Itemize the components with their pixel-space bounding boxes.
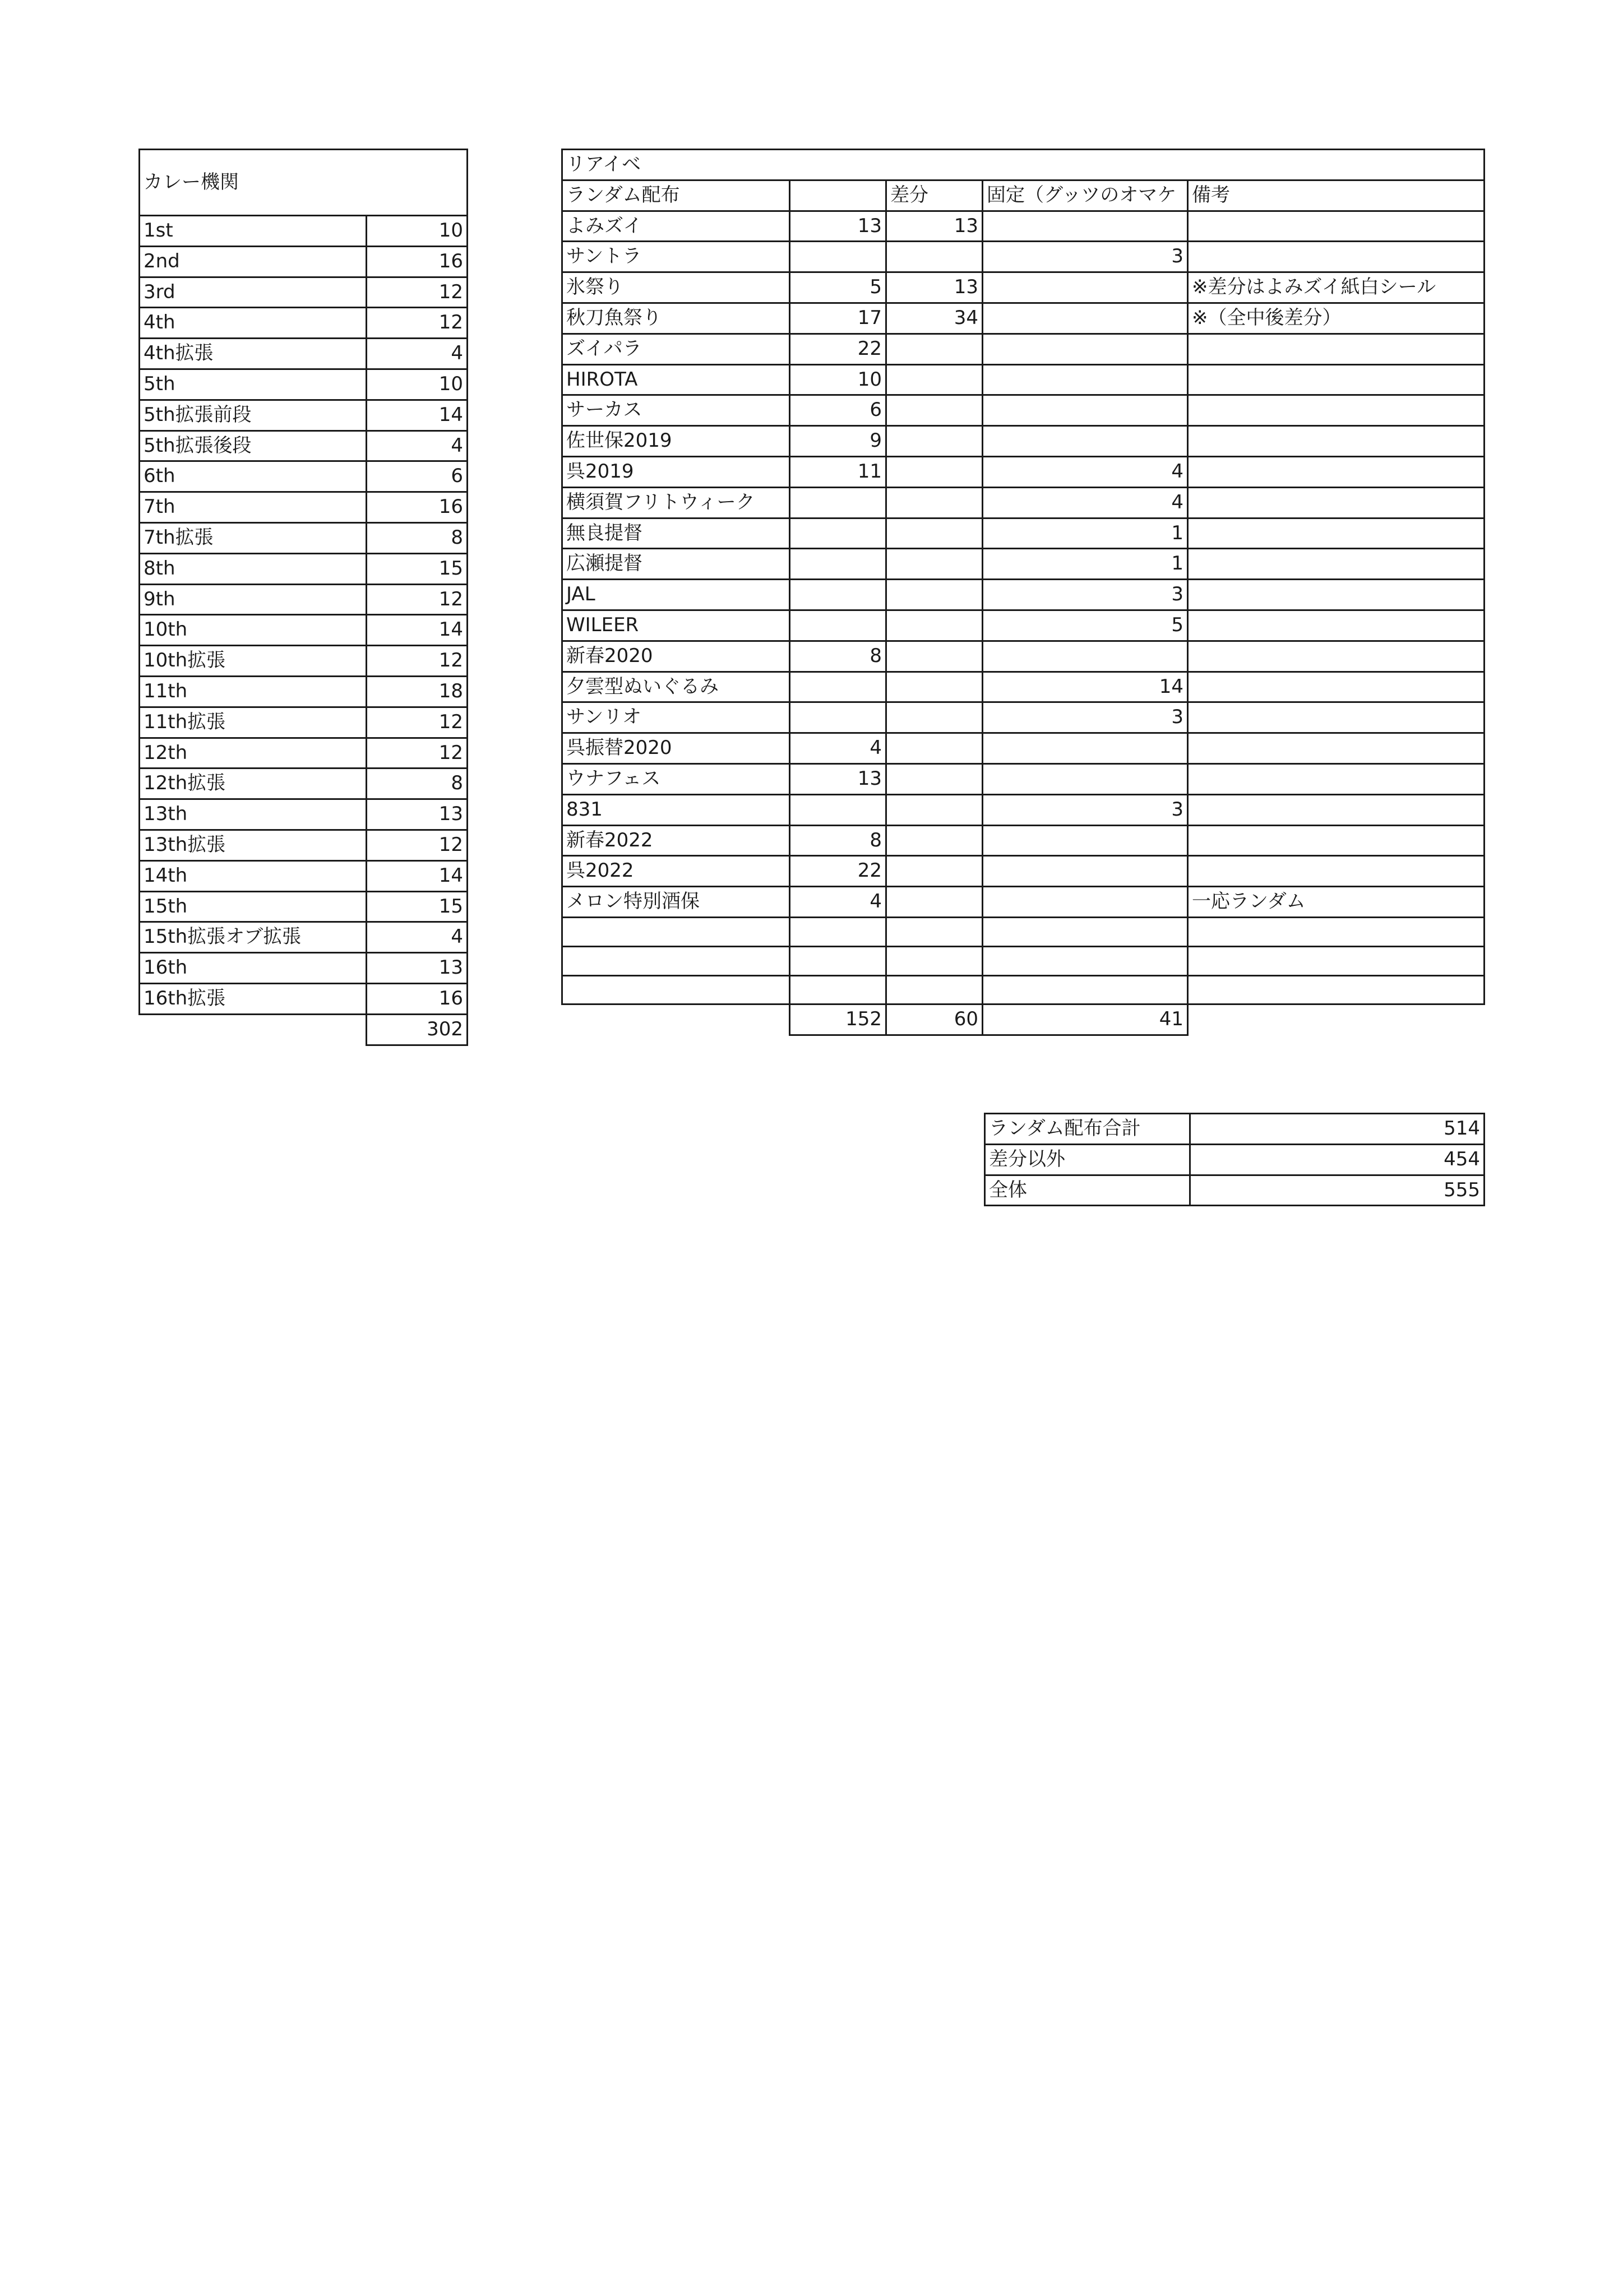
cell[interactable]: 12th拡張 — [140, 769, 367, 799]
cell[interactable]: 一応ランダム — [1188, 887, 1485, 918]
cell[interactable] — [562, 917, 790, 946]
header-cell[interactable]: 固定（グッツのオマケ — [983, 180, 1188, 211]
cell[interactable] — [886, 702, 983, 733]
cell[interactable] — [886, 887, 983, 918]
cell[interactable]: 2nd — [140, 246, 367, 277]
cell[interactable]: 8 — [790, 641, 886, 672]
cell[interactable] — [886, 395, 983, 426]
cell[interactable] — [790, 549, 886, 580]
table-row — [562, 672, 1485, 702]
right-table — [561, 149, 1485, 1036]
cell[interactable]: サンリオ — [562, 702, 790, 733]
cell[interactable] — [790, 946, 886, 975]
table-row — [562, 763, 1485, 794]
cell[interactable]: 5 — [983, 610, 1188, 641]
cell[interactable]: 横須賀フリトウィーク — [562, 487, 790, 518]
cell[interactable]: 16 — [367, 492, 468, 523]
table-row — [140, 430, 468, 461]
cell[interactable]: 3 — [983, 242, 1188, 272]
cell[interactable]: 10 — [790, 364, 886, 395]
header-cell[interactable]: 備考 — [1188, 180, 1485, 211]
cell[interactable]: 14th — [140, 860, 367, 891]
header-cell[interactable]: 差分 — [886, 180, 983, 211]
cell[interactable]: 呉2022 — [562, 856, 790, 887]
cell[interactable]: 3 — [983, 702, 1188, 733]
cell[interactable]: 10 — [367, 216, 468, 247]
cell[interactable] — [886, 825, 983, 856]
cell[interactable]: ランダム配布合計 — [985, 1114, 1190, 1145]
cell[interactable]: 22 — [790, 334, 886, 364]
cell[interactable] — [983, 395, 1188, 426]
table-row — [562, 334, 1485, 364]
cell[interactable] — [1188, 242, 1485, 272]
cell[interactable]: 6 — [367, 461, 468, 492]
cell[interactable]: 831 — [562, 794, 790, 825]
right-header-row — [562, 180, 1485, 211]
cell[interactable]: 1 — [983, 549, 1188, 580]
cell[interactable]: 4 — [790, 887, 886, 918]
table-row — [140, 953, 468, 984]
right-total[interactable]: 60 — [886, 1004, 983, 1035]
table-row — [562, 272, 1485, 303]
cell[interactable]: 9th — [140, 584, 367, 615]
cell[interactable]: 9 — [790, 426, 886, 457]
table-row — [562, 856, 1485, 887]
cell[interactable]: 8th — [140, 553, 367, 584]
cell[interactable] — [886, 794, 983, 825]
table-row — [140, 400, 468, 430]
cell[interactable]: ※差分はよみズイ紙白シール — [1188, 272, 1485, 303]
cell[interactable] — [983, 211, 1188, 242]
cell[interactable]: 3rd — [140, 277, 367, 308]
cell[interactable]: 12 — [367, 830, 468, 860]
table-row — [140, 983, 468, 1014]
cell[interactable]: HIROTA — [562, 364, 790, 395]
cell[interactable] — [1188, 211, 1485, 242]
cell[interactable]: 34 — [886, 303, 983, 334]
right-total[interactable]: 41 — [983, 1004, 1188, 1035]
cell[interactable] — [562, 975, 790, 1004]
cell[interactable]: 15th — [140, 891, 367, 922]
cell[interactable] — [886, 763, 983, 794]
table-row — [562, 917, 1485, 946]
cell[interactable] — [1188, 334, 1485, 364]
cell[interactable]: 1 — [983, 518, 1188, 549]
cell[interactable] — [983, 733, 1188, 764]
table-row — [562, 702, 1485, 733]
cell[interactable] — [1188, 794, 1485, 825]
cell[interactable] — [983, 946, 1188, 975]
cell[interactable]: ズイパラ — [562, 334, 790, 364]
cell[interactable] — [1188, 917, 1485, 946]
cell[interactable] — [1188, 733, 1485, 764]
table-row — [562, 580, 1485, 610]
right-title[interactable]: リアイベ — [562, 150, 1485, 180]
table-row — [140, 461, 468, 492]
table-row — [140, 707, 468, 738]
cell[interactable]: 3 — [983, 580, 1188, 610]
cell[interactable] — [983, 825, 1188, 856]
right-title-row — [562, 150, 1485, 180]
cell[interactable] — [1188, 946, 1485, 975]
cell[interactable]: 16th拡張 — [140, 983, 367, 1014]
table-row — [562, 733, 1485, 764]
cell[interactable] — [983, 272, 1188, 303]
cell[interactable]: 14 — [367, 615, 468, 646]
table-row — [140, 216, 468, 247]
cell[interactable]: WILEER — [562, 610, 790, 641]
table-row — [140, 615, 468, 646]
table-row — [140, 308, 468, 339]
cell[interactable] — [1188, 549, 1485, 580]
cell[interactable]: 12th — [140, 738, 367, 769]
cell[interactable] — [1188, 580, 1485, 610]
table-row — [140, 860, 468, 891]
cell[interactable]: 8 — [367, 522, 468, 553]
cell[interactable] — [790, 975, 886, 1004]
cell[interactable] — [790, 487, 886, 518]
table-row — [562, 518, 1485, 549]
summary-row — [985, 1114, 1485, 1145]
cell[interactable]: 13th拡張 — [140, 830, 367, 860]
cell[interactable]: 15th拡張オブ拡張 — [140, 922, 367, 953]
cell[interactable]: 15 — [367, 553, 468, 584]
table-row — [562, 364, 1485, 395]
table-row — [140, 492, 468, 523]
cell[interactable]: 12 — [367, 738, 468, 769]
cell[interactable]: 8 — [790, 825, 886, 856]
cell[interactable]: 13 — [790, 763, 886, 794]
cell[interactable]: 5th — [140, 369, 367, 400]
table-row — [140, 676, 468, 707]
table-row — [562, 641, 1485, 672]
cell[interactable] — [1188, 426, 1485, 457]
cell[interactable]: ウナフェス — [562, 763, 790, 794]
cell[interactable] — [1188, 641, 1485, 672]
table-row — [562, 395, 1485, 426]
cell[interactable]: 10th — [140, 615, 367, 646]
cell[interactable]: 11 — [790, 456, 886, 487]
table-row — [140, 922, 468, 953]
cell[interactable] — [886, 672, 983, 702]
cell[interactable]: 13 — [367, 953, 468, 984]
cell[interactable]: 12 — [367, 646, 468, 677]
cell[interactable]: 13 — [367, 799, 468, 830]
table-row — [140, 369, 468, 400]
table-row — [562, 825, 1485, 856]
cell[interactable]: メロン特別酒保 — [562, 887, 790, 918]
cell[interactable]: 5th拡張後段 — [140, 430, 367, 461]
cell[interactable] — [886, 610, 983, 641]
cell[interactable] — [886, 946, 983, 975]
cell[interactable] — [983, 426, 1188, 457]
right-total-row — [562, 1004, 1485, 1035]
cell[interactable] — [983, 763, 1188, 794]
cell[interactable] — [1188, 487, 1485, 518]
cell[interactable] — [1188, 856, 1485, 887]
table-row — [562, 211, 1485, 242]
blank-cell — [562, 1004, 790, 1035]
summary-table-body — [985, 1114, 1485, 1206]
header-cell[interactable]: ランダム配布 — [562, 180, 790, 211]
blank-cell — [140, 1014, 367, 1045]
left-table-body — [140, 150, 468, 1045]
cell[interactable]: ※（全中後差分） — [1188, 303, 1485, 334]
table-row — [140, 830, 468, 860]
cell[interactable]: 5 — [790, 272, 886, 303]
table-row — [562, 610, 1485, 641]
cell[interactable] — [886, 580, 983, 610]
right-total[interactable]: 152 — [790, 1004, 886, 1035]
cell[interactable] — [790, 580, 886, 610]
blank-cell — [1188, 1004, 1485, 1035]
cell[interactable]: 4 — [983, 456, 1188, 487]
cell[interactable] — [1188, 672, 1485, 702]
table-row — [562, 487, 1485, 518]
cell[interactable] — [886, 242, 983, 272]
table-row — [562, 303, 1485, 334]
table-row — [140, 339, 468, 369]
cell[interactable] — [1188, 395, 1485, 426]
table-row — [140, 277, 468, 308]
cell[interactable]: 12 — [367, 707, 468, 738]
cell[interactable] — [1188, 610, 1485, 641]
left-title[interactable]: カレー機関 — [140, 150, 468, 216]
cell[interactable]: 3 — [983, 794, 1188, 825]
cell[interactable] — [790, 672, 886, 702]
cell[interactable] — [983, 364, 1188, 395]
cell[interactable] — [886, 549, 983, 580]
cell[interactable] — [886, 917, 983, 946]
cell[interactable]: 11th拡張 — [140, 707, 367, 738]
cell[interactable]: 7th拡張 — [140, 522, 367, 553]
cell[interactable] — [1188, 518, 1485, 549]
cell[interactable]: 22 — [790, 856, 886, 887]
cell[interactable] — [886, 456, 983, 487]
table-row — [140, 584, 468, 615]
cell[interactable] — [1188, 975, 1485, 1004]
table-row — [562, 975, 1485, 1004]
left-table — [138, 149, 468, 1046]
cell[interactable]: 広瀬提督 — [562, 549, 790, 580]
cell[interactable]: 14 — [367, 860, 468, 891]
cell[interactable] — [983, 303, 1188, 334]
cell[interactable] — [983, 641, 1188, 672]
cell[interactable]: 4th拡張 — [140, 339, 367, 369]
cell[interactable]: 夕雲型ぬいぐるみ — [562, 672, 790, 702]
cell[interactable]: 4 — [790, 733, 886, 764]
cell[interactable]: 13 — [886, 272, 983, 303]
cell[interactable]: 4th — [140, 308, 367, 339]
cell[interactable]: 差分以外 — [985, 1144, 1190, 1175]
cell[interactable] — [1188, 456, 1485, 487]
cell[interactable] — [790, 242, 886, 272]
cell[interactable]: 454 — [1190, 1144, 1485, 1175]
cell[interactable] — [886, 733, 983, 764]
cell[interactable]: 18 — [367, 676, 468, 707]
cell[interactable]: 13 — [886, 211, 983, 242]
header-cell[interactable] — [790, 180, 886, 211]
table-row — [562, 426, 1485, 457]
cell[interactable] — [983, 334, 1188, 364]
cell[interactable] — [790, 702, 886, 733]
cell[interactable] — [790, 917, 886, 946]
cell[interactable] — [886, 518, 983, 549]
cell[interactable]: 4 — [367, 922, 468, 953]
cell[interactable] — [790, 794, 886, 825]
cell[interactable]: 全体 — [985, 1175, 1190, 1206]
cell[interactable] — [983, 887, 1188, 918]
cell[interactable]: サントラ — [562, 242, 790, 272]
table-row — [562, 946, 1485, 975]
cell[interactable]: 12 — [367, 277, 468, 308]
cell[interactable]: 10th拡張 — [140, 646, 367, 677]
cell[interactable]: 12 — [367, 584, 468, 615]
left-title-row — [140, 150, 468, 216]
cell[interactable]: 514 — [1190, 1114, 1485, 1145]
cell[interactable] — [886, 975, 983, 1004]
cell[interactable]: 1st — [140, 216, 367, 247]
cell[interactable]: 4 — [983, 487, 1188, 518]
cell[interactable]: 555 — [1190, 1175, 1485, 1206]
cell[interactable]: 10 — [367, 369, 468, 400]
table-row — [140, 738, 468, 769]
cell[interactable]: 12 — [367, 308, 468, 339]
table-row — [140, 646, 468, 677]
cell[interactable] — [886, 364, 983, 395]
table-row — [140, 799, 468, 830]
table-row — [140, 246, 468, 277]
cell[interactable] — [790, 610, 886, 641]
summary-row — [985, 1175, 1485, 1206]
cell[interactable]: よみズイ — [562, 211, 790, 242]
cell[interactable] — [1188, 763, 1485, 794]
table-row — [562, 242, 1485, 272]
summary-table — [984, 1113, 1485, 1206]
cell[interactable]: 4 — [367, 339, 468, 369]
cell[interactable]: 14 — [367, 400, 468, 430]
cell[interactable]: 16th — [140, 953, 367, 984]
cell[interactable] — [790, 518, 886, 549]
table-row — [140, 522, 468, 553]
cell[interactable]: 4 — [367, 430, 468, 461]
cell[interactable]: 秋刀魚祭り — [562, 303, 790, 334]
cell[interactable] — [1188, 702, 1485, 733]
cell[interactable]: 8 — [367, 769, 468, 799]
cell[interactable] — [886, 334, 983, 364]
cell[interactable] — [886, 856, 983, 887]
cell[interactable]: 7th — [140, 492, 367, 523]
cell[interactable]: 17 — [790, 303, 886, 334]
right-table-body — [562, 150, 1485, 1035]
cell[interactable]: 5th拡張前段 — [140, 400, 367, 430]
cell[interactable]: 氷祭り — [562, 272, 790, 303]
cell[interactable]: 呉振替2020 — [562, 733, 790, 764]
cell[interactable]: 新春2020 — [562, 641, 790, 672]
cell[interactable]: 13th — [140, 799, 367, 830]
cell[interactable]: サーカス — [562, 395, 790, 426]
cell[interactable]: 16 — [367, 983, 468, 1014]
cell[interactable]: 呉2019 — [562, 456, 790, 487]
cell[interactable] — [886, 487, 983, 518]
cell[interactable]: JAL — [562, 580, 790, 610]
cell[interactable] — [886, 641, 983, 672]
table-row — [562, 456, 1485, 487]
cell[interactable] — [983, 917, 1188, 946]
cell[interactable] — [1188, 364, 1485, 395]
cell[interactable]: 16 — [367, 246, 468, 277]
cell[interactable]: 6th — [140, 461, 367, 492]
left-total-row — [140, 1014, 468, 1045]
cell[interactable] — [983, 975, 1188, 1004]
cell[interactable] — [983, 856, 1188, 887]
table-row — [140, 891, 468, 922]
table-row — [562, 794, 1485, 825]
cell[interactable]: 新春2022 — [562, 825, 790, 856]
cell[interactable] — [1188, 825, 1485, 856]
cell[interactable]: 無良提督 — [562, 518, 790, 549]
cell[interactable]: 佐世保2019 — [562, 426, 790, 457]
cell[interactable]: 6 — [790, 395, 886, 426]
cell[interactable] — [886, 426, 983, 457]
cell[interactable]: 11th — [140, 676, 367, 707]
summary-row — [985, 1144, 1485, 1175]
cell[interactable]: 15 — [367, 891, 468, 922]
table-row — [140, 553, 468, 584]
cell[interactable] — [562, 946, 790, 975]
table-row — [140, 769, 468, 799]
left-total[interactable]: 302 — [367, 1014, 468, 1045]
cell[interactable]: 13 — [790, 211, 886, 242]
cell[interactable]: 14 — [983, 672, 1188, 702]
table-row — [562, 549, 1485, 580]
table-row — [562, 887, 1485, 918]
